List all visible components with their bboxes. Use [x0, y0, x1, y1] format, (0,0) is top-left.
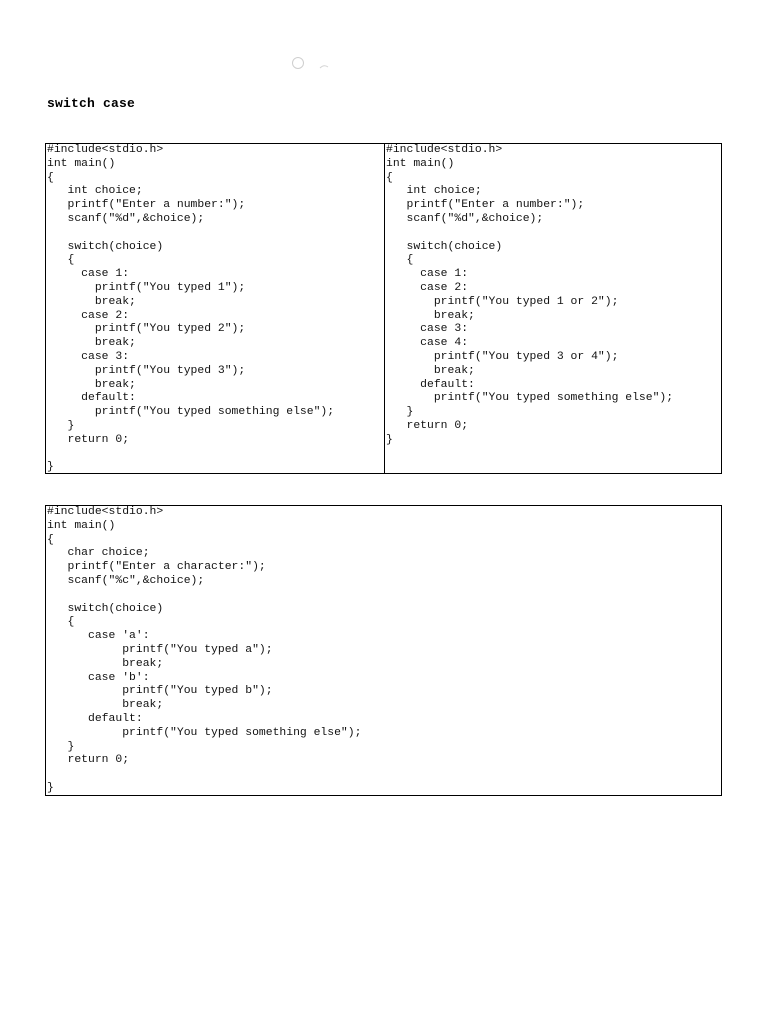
- code-listing-int-fallthrough: #include<stdio.h> int main() { int choice; printf("Enter a number:"); scanf("%d",&choice); switch(choice) { case 1: case 2: printf("You typed 1 or 2"); break; case 3: case 4: printf("You typed 3 or 4"); break; default: printf("You typed something else"); } return 0; }: [386, 144, 674, 446]
- code-box-char-switch: [45, 505, 722, 796]
- code-listing-char-switch: #include<stdio.h> int main() { char choice; printf("Enter a character:"); scanf("%c",&choice); switch(choice) { case 'a': printf("You typed a"); break; case 'b': printf("You typed b"); break; default: printf("You typed something else"); } return 0; }: [47, 506, 362, 794]
- code-comparison-table: [45, 143, 722, 474]
- code-cell-int-switch: [46, 144, 385, 473]
- scan-artifact-icon: [290, 56, 340, 72]
- code-cell-int-fallthrough: [385, 144, 721, 473]
- code-listing-int-switch: #include<stdio.h> int main() { int choice; printf("Enter a number:"); scanf("%d",&choice); switch(choice) { case 1: printf("You typed 1"); break; case 2: printf("You typed 2"); break; case 3: printf("You typed 3"); break; default: printf("You typed something else"); } return 0; }: [47, 144, 335, 473]
- page-title: switch case: [47, 96, 136, 111]
